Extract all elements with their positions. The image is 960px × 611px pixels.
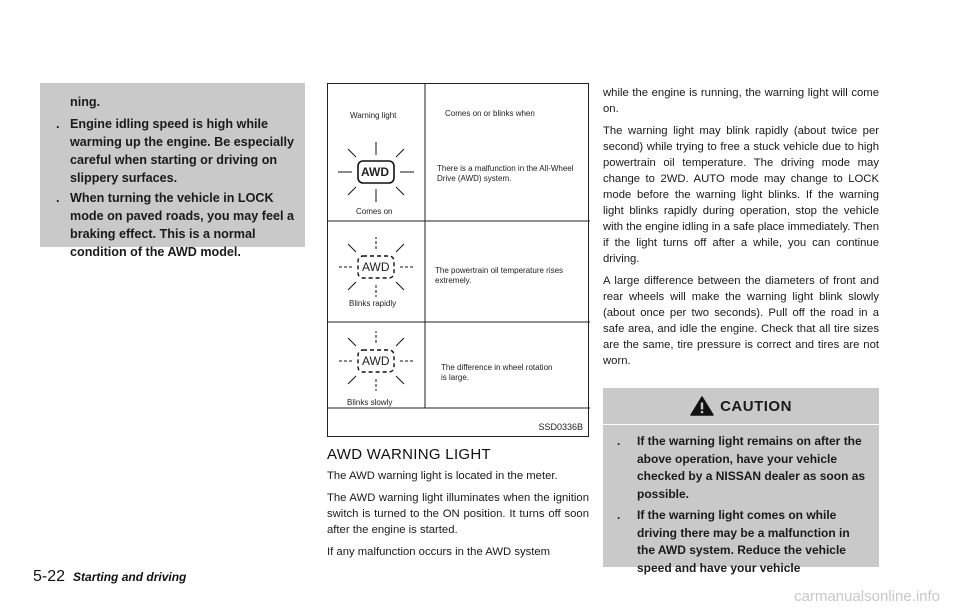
header-comes-on-or-blinks: Comes on or blinks when <box>445 109 535 118</box>
list-item-text: If the warning light remains on after the above operation, have your vehicle checked by a NISSAN dealer as soon as possible. <box>637 434 866 501</box>
caution-header <box>603 388 879 424</box>
awd-icon-label: AWD <box>362 260 390 274</box>
section-name: Starting and driving <box>73 570 187 584</box>
row-label: Blinks slowly <box>347 398 393 407</box>
paragraph: while the engine is running, the warning light will come on. <box>603 87 879 115</box>
list-item <box>617 433 869 503</box>
row-description: There is a malfunction in the All-Wheel Drive (AWD) system. <box>437 164 574 183</box>
bullet: . <box>56 191 60 205</box>
paragraph: The warning light may blink rapidly (about twice per second) while trying to free a stuck vehicle due to high powertrain oil temperature. The driving mode may change to 2WD. AUTO mode may change to LOCK mode before the warning light blinks. If the warning light blinks rapidly during operation, stop the vehicle with the engine idling in a safe place immediately. Then if the light turns off after a while, you can continue driving. <box>603 125 879 265</box>
bullet: . <box>617 434 621 448</box>
caution-body <box>603 425 879 575</box>
bullet: . <box>617 508 621 522</box>
list-item <box>56 189 295 261</box>
paragraph: A large difference between the diameters of front and rear wheels will make the warning light blink slowly (about once per two seconds). Pull off the road in a safe area, and idle the engine. Check that all tire sizes are the same, tire pressure is correct and tires are not worn. <box>603 275 879 367</box>
watermark: carmanualsonline.info <box>794 588 940 605</box>
paragraph: If any malfunction occurs in the AWD system <box>327 546 551 558</box>
list-item-text: Engine idling speed is high while warming up the engine. Be especially careful when starting or driving on slippery surfaces. <box>70 117 294 185</box>
list-item-text: If the warning light comes on while driving there may be a malfunction in the AWD system. Reduce the vehicle speed and have your vehicle <box>637 508 850 575</box>
continuation-text: ning. <box>70 95 101 109</box>
awd-icon-label: AWD <box>362 354 390 368</box>
warning-box <box>40 83 305 259</box>
bullet: . <box>56 117 60 131</box>
list-item-text: When turning the vehicle in LOCK mode on paved roads, you may feel a braking effect. This is a normal condition of the AWD model. <box>70 191 294 259</box>
row-label: Comes on <box>356 207 393 216</box>
section-title: AWD WARNING LIGHT <box>327 446 491 463</box>
warning-triangle-icon <box>690 396 714 416</box>
paragraph: The AWD warning light illuminates when the ignition switch is turned to the ON position. It turns off soon after the engine is started. <box>327 492 589 536</box>
header-warning-light: Warning light <box>350 111 397 120</box>
list-item <box>56 115 295 187</box>
awd-icon-label: AWD <box>361 165 389 179</box>
paragraph: The AWD warning light is located in the meter. <box>327 470 558 482</box>
figure-code: SSD0336B <box>538 422 583 432</box>
caution-title: CAUTION <box>720 397 792 415</box>
row-description: The powertrain oil temperature rises extremely. <box>435 266 564 285</box>
section-body <box>327 468 589 566</box>
right-column-body <box>603 85 879 375</box>
row-description: The difference in wheel rotation is large. <box>441 363 553 382</box>
list-item <box>617 507 869 577</box>
awd-warning-figure <box>327 83 589 437</box>
page-footer <box>33 568 186 586</box>
row-label: Blinks rapidly <box>349 299 397 308</box>
page-number: 5-22 <box>33 568 66 585</box>
